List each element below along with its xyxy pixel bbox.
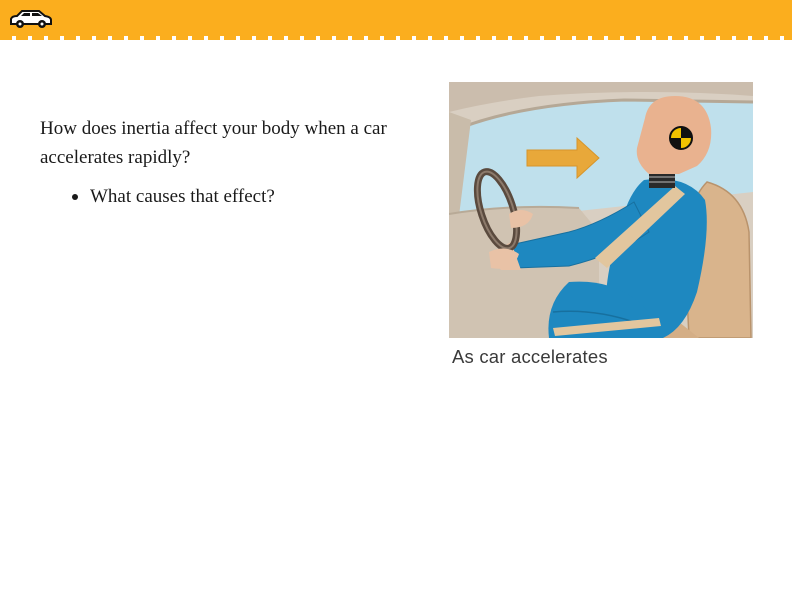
car-icon bbox=[9, 8, 53, 30]
header-divider bbox=[0, 36, 792, 40]
bullet-text: What causes that effect? bbox=[90, 186, 275, 207]
question-text: How does inertia affect your body when a car accelerates rapidly? bbox=[40, 118, 387, 168]
bullet-item bbox=[68, 182, 275, 211]
bullet-list bbox=[68, 182, 275, 211]
header-bar bbox=[0, 0, 792, 36]
bullet-marker bbox=[72, 194, 78, 200]
crash-dummy-illustration bbox=[449, 82, 753, 338]
figure-caption: As car accelerates bbox=[452, 346, 608, 367]
